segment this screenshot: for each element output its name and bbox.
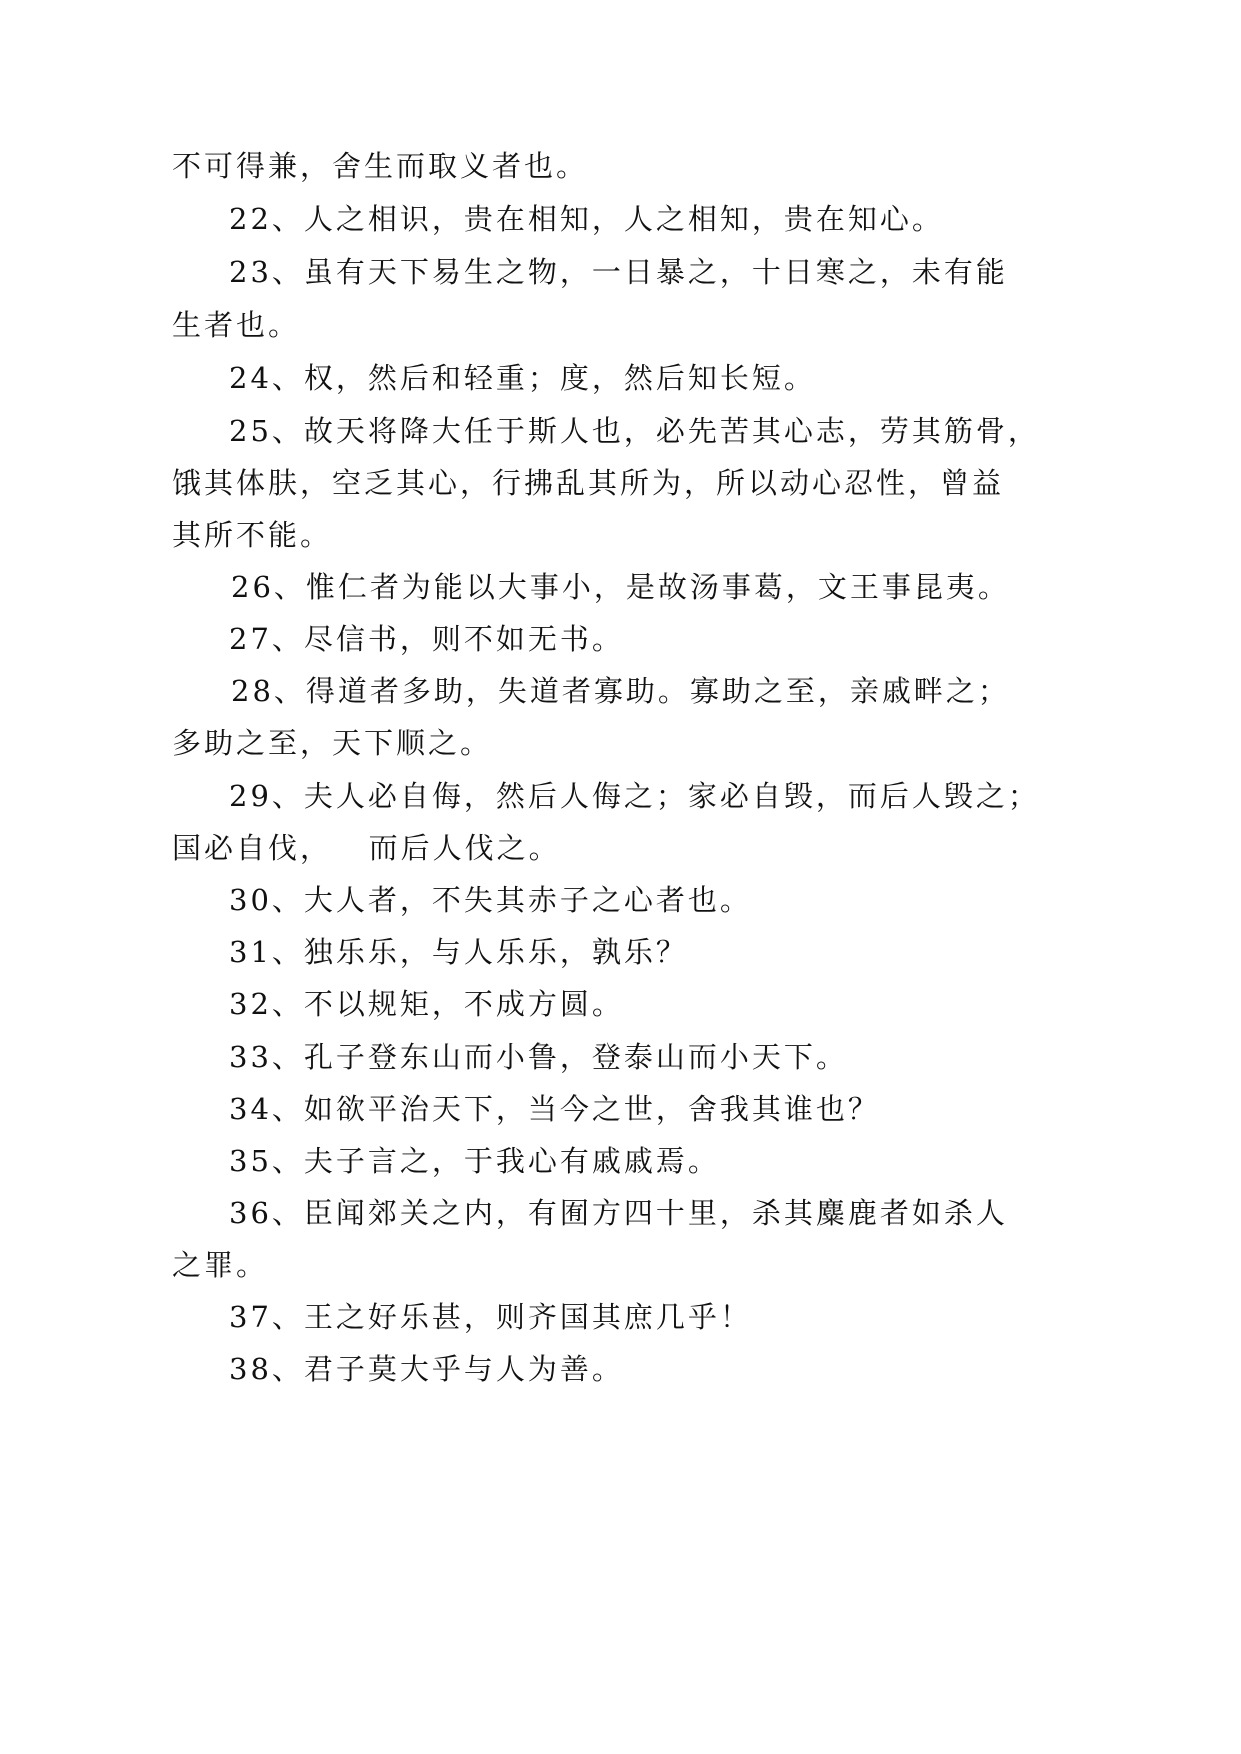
text-line: 25、故天将降大任于斯人也，必先苦其心志，劳其筋骨， <box>229 414 1040 448</box>
text-line: 31、独乐乐，与人乐乐，孰乐？ <box>229 935 688 969</box>
text-line: 24、权，然后和轻重；度，然后知长短。 <box>229 361 816 395</box>
text-line: 28、得道者多助，失道者寡助。寡助之至，亲戚畔之； <box>231 674 1010 708</box>
text-line: 其所不能。 <box>172 518 333 552</box>
text-line: 22、人之相识，贵在相知，人之相知，贵在知心。 <box>229 202 944 236</box>
text-line: 38、君子莫大乎与人为善。 <box>229 1352 624 1386</box>
text-line: 国必自伐， 而后人伐之。 <box>172 831 561 865</box>
text-line: 之罪。 <box>172 1248 269 1282</box>
text-line: 27、尽信书，则不如无书。 <box>229 622 624 656</box>
text-line: 饿其体肤，空乏其心，行拂乱其所为，所以动心忍性，曾益 <box>172 466 1005 500</box>
text-line: 32、不以规矩，不成方圆。 <box>229 987 624 1021</box>
text-line: 不可得兼，舍生而取义者也。 <box>172 149 589 183</box>
text-line: 37、王之好乐甚，则齐国其庶几乎！ <box>229 1300 752 1334</box>
text-line: 29、夫人必自侮，然后人侮之；家必自毁，而后人毁之； <box>229 779 1040 813</box>
text-line: 36、臣闻郊关之内，有囿方四十里，杀其麋鹿者如杀人 <box>229 1196 1008 1230</box>
text-line: 30、大人者，不失其赤子之心者也。 <box>229 883 752 917</box>
text-line: 26、惟仁者为能以大事小，是故汤事葛，文王事昆夷。 <box>231 570 1010 604</box>
text-line: 34、如欲平治天下，当今之世，舍我其谁也？ <box>229 1092 880 1126</box>
text-line: 35、夫子言之，于我心有戚戚焉。 <box>229 1144 720 1178</box>
text-line: 生者也。 <box>172 308 301 342</box>
text-line: 23、虽有天下易生之物，一日暴之，十日寒之，未有能 <box>229 255 1008 289</box>
text-line: 多助之至，天下顺之。 <box>172 726 493 760</box>
text-line: 33、孔子登东山而小鲁，登泰山而小天下。 <box>229 1040 848 1074</box>
